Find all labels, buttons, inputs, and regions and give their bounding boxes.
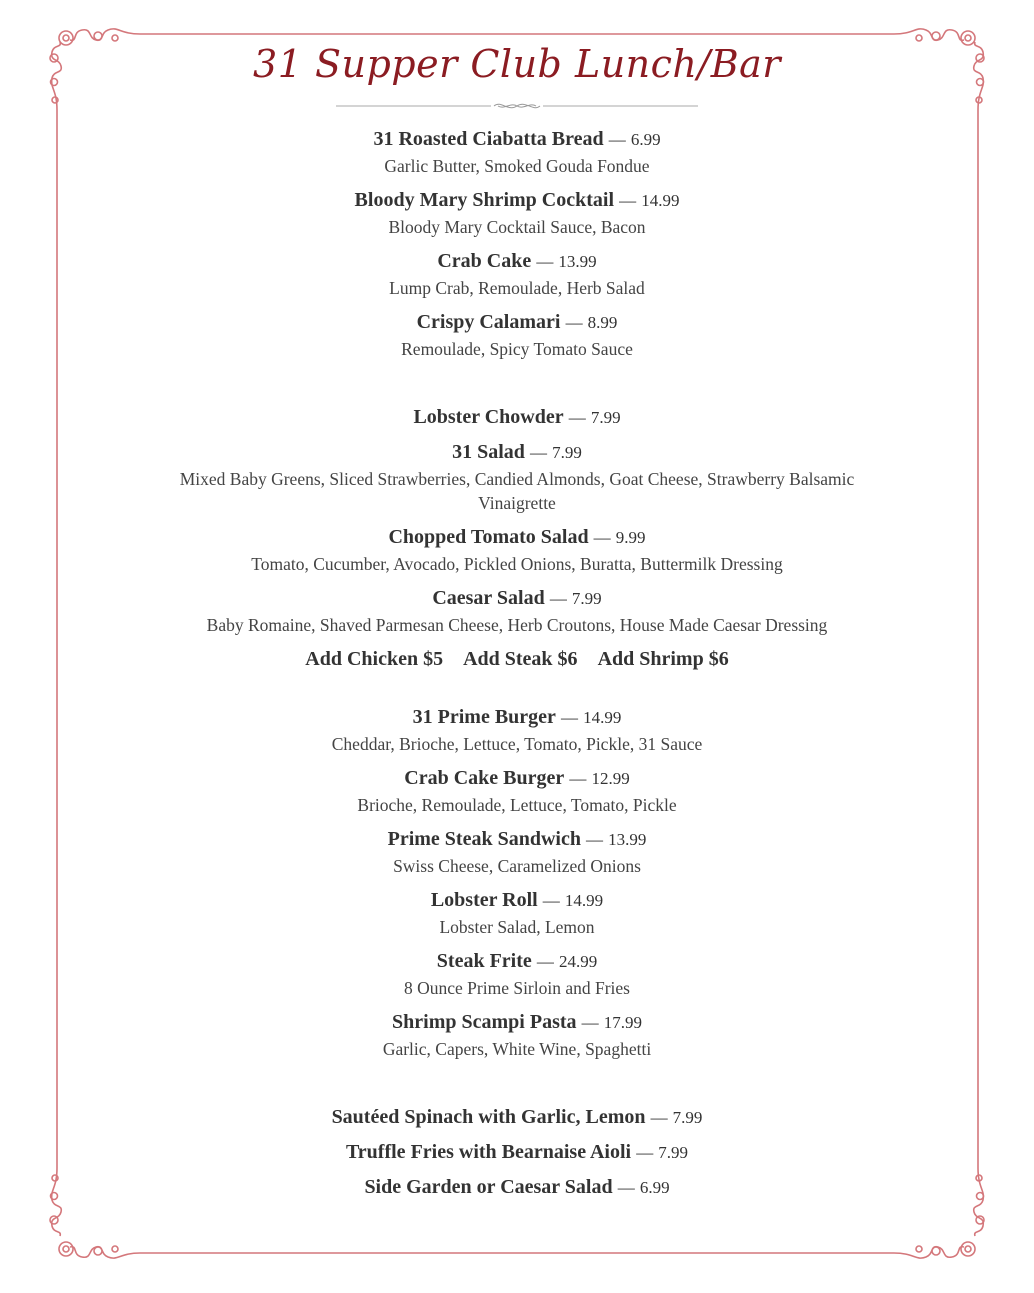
item-description: Brioche, Remoulade, Lettuce, Tomato, Pickle — [357, 795, 677, 815]
section-spacer — [0, 671, 1034, 705]
menu-item: Shrimp Scampi Pasta — 17.99 Garlic, Capers, White Wine, Spaghetti — [0, 1010, 1034, 1061]
menu-item: Caesar Salad — 7.99 Baby Romaine, Shaved Parmesan Cheese, Herb Croutons, House Made Caesar Dressing — [0, 586, 1034, 637]
menu-item: Crab Cake Burger — 12.99 Brioche, Remoulade, Lettuce, Tomato, Pickle — [0, 766, 1034, 817]
item-price: 17.99 — [603, 1013, 642, 1032]
item-price: 6.99 — [630, 130, 661, 149]
item-price: 12.99 — [591, 769, 630, 788]
item-description: Lobster Salad, Lemon — [439, 917, 595, 937]
menu-item: Bloody Mary Shrimp Cocktail — 14.99 Bloody Mary Cocktail Sauce, Bacon — [0, 188, 1034, 239]
item-price: 14.99 — [583, 708, 622, 727]
addon-steak: Add Steak $6 — [463, 648, 578, 670]
item-price: 13.99 — [608, 830, 647, 849]
item-name: Crispy Calamari — [416, 311, 561, 333]
item-name: 31 Salad — [452, 441, 525, 463]
addon-shrimp: Add Shrimp $6 — [597, 648, 729, 670]
item-description: Bloody Mary Cocktail Sauce, Bacon — [388, 217, 646, 237]
item-name: Steak Frite — [436, 950, 532, 972]
item-name: Chopped Tomato Salad — [388, 526, 589, 548]
sides-section — [0, 1105, 1034, 1200]
menu-item: Lobster Roll — 14.99 Lobster Salad, Lemon — [0, 888, 1034, 939]
item-description: Garlic, Capers, White Wine, Spaghetti — [382, 1039, 652, 1059]
mains-section — [0, 705, 1034, 1061]
menu-item: Side Garden or Caesar Salad — 6.99 — [364, 1176, 670, 1198]
item-price: 13.99 — [558, 252, 597, 271]
menu-item: Lobster Chowder — 7.99 — [413, 406, 621, 428]
item-price: 9.99 — [615, 528, 646, 547]
item-description: Lump Crab, Remoulade, Herb Salad — [389, 278, 645, 298]
item-name: Bloody Mary Shrimp Cocktail — [354, 189, 614, 211]
item-name: Truffle Fries with Bearnaise Aioli — [345, 1141, 632, 1163]
page-title: 31 Supper Club Lunch/Bar — [253, 42, 781, 86]
item-name: Lobster Chowder — [413, 406, 564, 428]
item-name: Crab Cake — [437, 250, 532, 272]
item-description: Remoulade, Spicy Tomato Sauce — [401, 339, 633, 359]
menu-item: Prime Steak Sandwich — 13.99 Swiss Cheese, Caramelized Onions — [0, 827, 1034, 878]
item-price: 8.99 — [587, 313, 618, 332]
item-description: Baby Romaine, Shaved Parmesan Cheese, Herb Croutons, House Made Caesar Dressing — [206, 615, 828, 635]
item-description: Cheddar, Brioche, Lettuce, Tomato, Pickle, 31 Sauce — [331, 734, 703, 754]
menu-item: Crispy Calamari — 8.99 Remoulade, Spicy Tomato Sauce — [0, 310, 1034, 361]
menu-item: Crab Cake — 13.99 Lump Crab, Remoulade, Herb Salad — [0, 249, 1034, 300]
menu-item: 31 Salad — 7.99 Mixed Baby Greens, Sliced Strawberries, Candied Almonds, Goat Cheese, Strawberry Balsamic Vinaigrette — [0, 440, 1034, 515]
menu-item: Chopped Tomato Salad — 9.99 Tomato, Cucumber, Avocado, Pickled Onions, Buratta, Buttermilk Dressing — [0, 525, 1034, 576]
menu-item: Sautéed Spinach with Garlic, Lemon — 7.99 — [331, 1106, 703, 1128]
menu-content — [0, 127, 1034, 1210]
item-description: Swiss Cheese, Caramelized Onions — [393, 856, 641, 876]
section-spacer — [0, 1071, 1034, 1105]
item-description: Garlic Butter, Smoked Gouda Fondue — [384, 156, 650, 176]
item-price: 7.99 — [590, 408, 621, 427]
item-price: 6.99 — [639, 1178, 670, 1197]
soups-salads-section — [0, 405, 1034, 671]
item-price: 24.99 — [558, 952, 598, 971]
menu-item: Truffle Fries with Bearnaise Aioli — 7.99 — [345, 1141, 689, 1163]
item-description: Mixed Baby Greens, Sliced Strawberries, Candied Almonds, Goat Cheese, Strawberry Balsamic Vinaigrette — [179, 469, 855, 513]
menu-item: 31 Roasted Ciabatta Bread — 6.99 Garlic Butter, Smoked Gouda Fondue — [0, 127, 1034, 178]
starters-section — [0, 127, 1034, 361]
title-divider — [336, 100, 698, 112]
item-name: Lobster Roll — [430, 889, 538, 911]
item-price: 7.99 — [571, 589, 602, 608]
item-name: Caesar Salad — [432, 587, 545, 609]
menu-item: Steak Frite — 24.99 8 Ounce Prime Sirloin and Fries — [0, 949, 1034, 1000]
item-price: 14.99 — [641, 191, 680, 210]
item-name: Crab Cake Burger — [404, 767, 565, 789]
item-name: Side Garden or Caesar Salad — [364, 1176, 613, 1198]
item-price: 7.99 — [672, 1108, 703, 1127]
menu-item: 31 Prime Burger — 14.99 Cheddar, Brioche, Lettuce, Tomato, Pickle, 31 Sauce — [0, 705, 1034, 756]
item-description: 8 Ounce Prime Sirloin and Fries — [403, 978, 630, 998]
item-price: 7.99 — [658, 1143, 689, 1162]
item-name: 31 Roasted Ciabatta Bread — [373, 128, 604, 150]
item-price: 7.99 — [552, 443, 582, 462]
salad-addons — [0, 647, 1034, 671]
item-name: Prime Steak Sandwich — [387, 828, 581, 850]
item-description: Tomato, Cucumber, Avocado, Pickled Onions, Buratta, Buttermilk Dressing — [251, 554, 783, 574]
item-name: Shrimp Scampi Pasta — [392, 1011, 577, 1033]
item-price: 14.99 — [564, 891, 604, 910]
item-name: 31 Prime Burger — [412, 706, 556, 728]
section-spacer — [0, 371, 1034, 405]
item-name: Sautéed Spinach with Garlic, Lemon — [331, 1106, 646, 1128]
addon-chicken: Add Chicken $5 — [305, 648, 444, 670]
